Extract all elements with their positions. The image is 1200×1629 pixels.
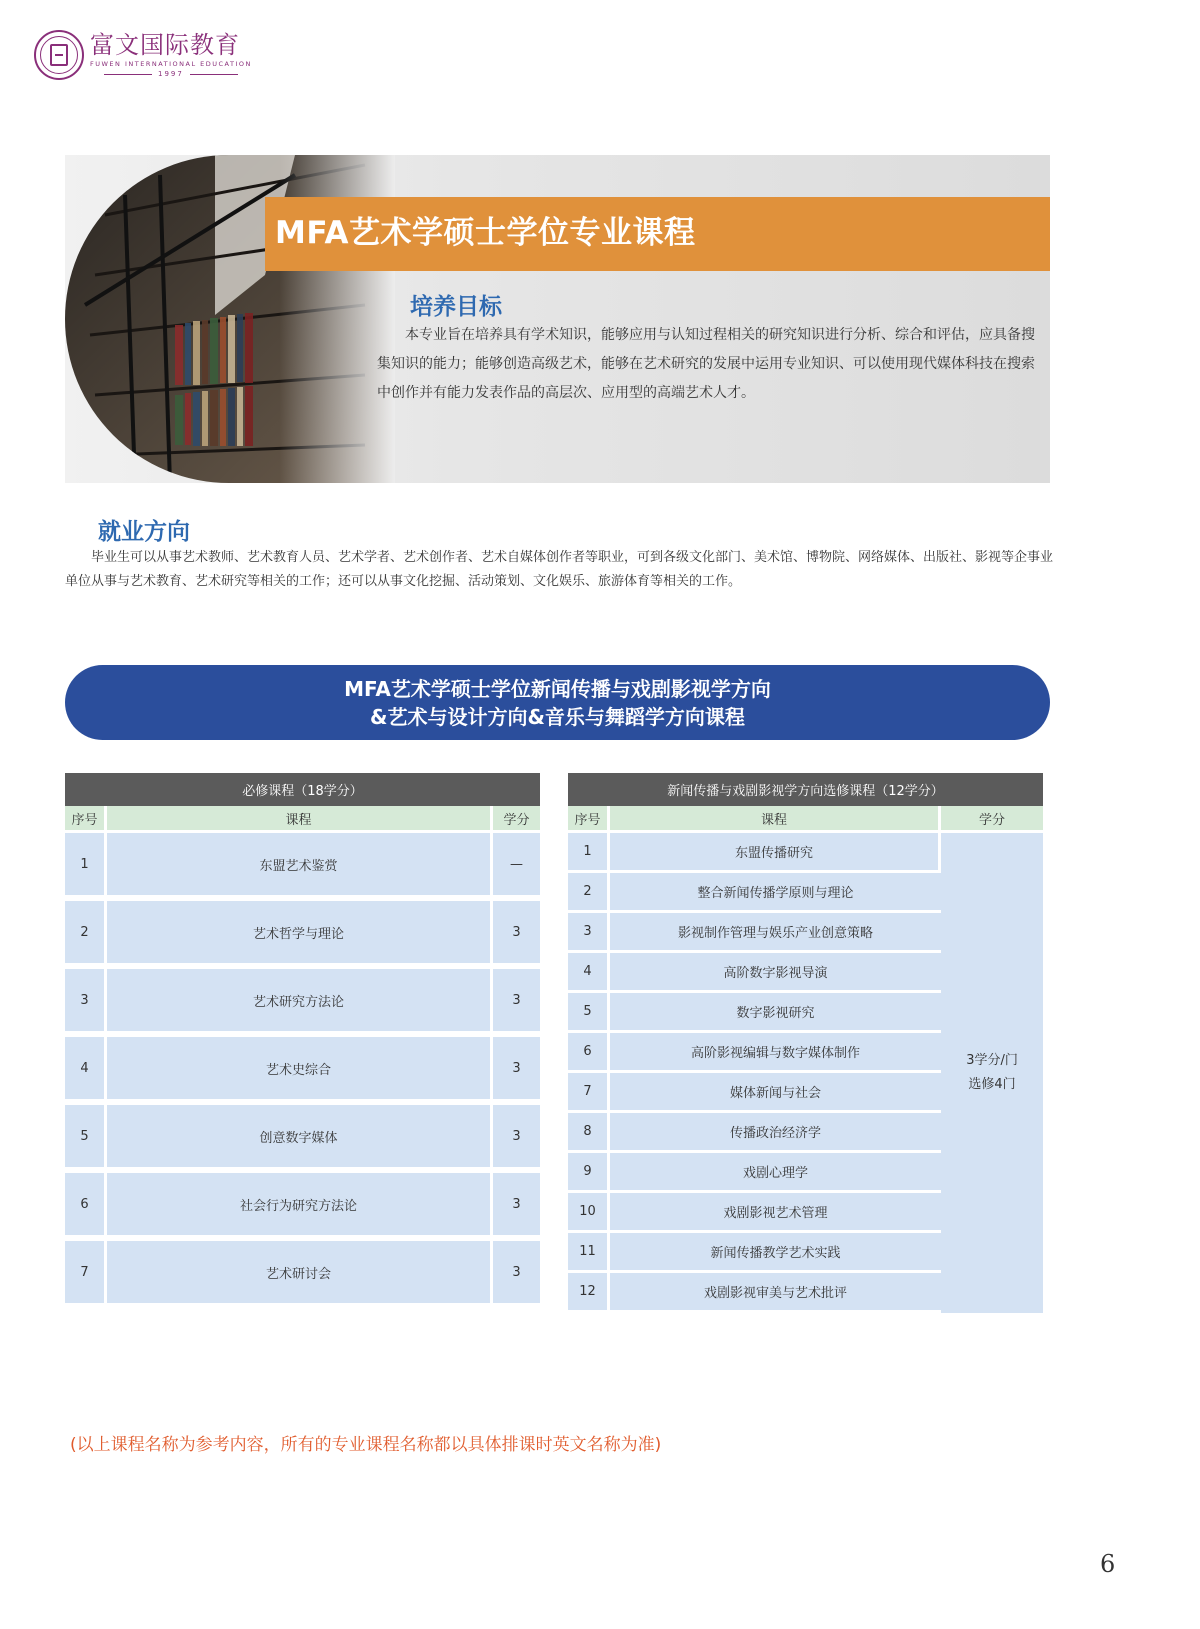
table-row (65, 1105, 540, 1173)
cell-course: 传播政治经济学 (610, 1113, 941, 1153)
goal-heading: 培养目标 (410, 294, 502, 320)
cell-no: 11 (568, 1233, 610, 1273)
course-banner (65, 665, 1050, 740)
brand-name-en: FUWEN INTERNATIONAL EDUCATION (90, 60, 252, 68)
credit-note-line2: 选修4门 (968, 1077, 1016, 1092)
cell-course: 艺术哲学与理论 (107, 901, 493, 969)
cell-credit: — (493, 833, 540, 901)
cell-no: 1 (568, 833, 610, 873)
hero-banner (65, 155, 1050, 483)
brand-logo (34, 30, 252, 80)
column-header-no: 序号 (65, 806, 107, 833)
course-banner-line2: &艺术与设计方向&音乐与舞蹈学方向课程 (370, 704, 745, 729)
table-row (65, 1241, 540, 1309)
cell-course: 戏剧影视艺术管理 (610, 1193, 941, 1233)
cell-course: 高阶影视编辑与数字媒体制作 (610, 1033, 941, 1073)
column-header-course: 课程 (610, 806, 941, 833)
cell-no: 5 (568, 993, 610, 1033)
table-row (568, 833, 1043, 873)
required-courses-table (65, 773, 540, 1309)
cell-course: 东盟传播研究 (610, 833, 941, 873)
cell-no: 4 (568, 953, 610, 993)
cell-no: 7 (65, 1241, 107, 1309)
cell-course: 东盟艺术鉴赏 (107, 833, 493, 901)
cell-no: 4 (65, 1037, 107, 1105)
cell-no: 6 (568, 1033, 610, 1073)
cell-course: 数字影视研究 (610, 993, 941, 1033)
cell-credit: 3 (493, 1037, 540, 1105)
employment-heading: 就业方向 (98, 519, 190, 545)
cell-no: 2 (568, 873, 610, 913)
column-header-no: 序号 (568, 806, 610, 833)
cell-course: 影视制作管理与娱乐产业创意策略 (610, 913, 941, 953)
column-header-credit: 学分 (941, 806, 1043, 833)
cell-course: 艺术研究方法论 (107, 969, 493, 1037)
footnote: (以上课程名称为参考内容，所有的专业课程名称都以具体排课时英文名称为准) (70, 1435, 662, 1455)
cell-credit: 3 (493, 901, 540, 969)
cell-course: 戏剧心理学 (610, 1153, 941, 1193)
table-row (65, 1037, 540, 1105)
cell-credit: 3 (493, 1241, 540, 1309)
cell-course: 高阶数字影视导演 (610, 953, 941, 993)
cell-no: 7 (568, 1073, 610, 1113)
cell-no: 6 (65, 1173, 107, 1241)
cell-no: 1 (65, 833, 107, 901)
cell-course: 整合新闻传播学原则与理论 (610, 873, 941, 913)
brand-name-cn: 富文国际教育 (90, 31, 240, 59)
credit-note-line1: 3学分/门 (966, 1053, 1018, 1068)
brand-seal-icon (34, 30, 84, 80)
elective-courses-table (568, 773, 1043, 1313)
page-number: 6 (1100, 1550, 1116, 1578)
cell-course: 媒体新闻与社会 (610, 1073, 941, 1113)
brand-year: 1997 (90, 69, 252, 79)
cell-no: 3 (568, 913, 610, 953)
elective-credit-note (941, 833, 1043, 1313)
cell-credit: 3 (493, 1105, 540, 1173)
cell-no: 8 (568, 1113, 610, 1153)
column-header-credit: 学分 (493, 806, 540, 833)
cell-no: 10 (568, 1193, 610, 1233)
cell-course: 艺术史综合 (107, 1037, 493, 1105)
goal-text: 本专业旨在培养具有学术知识，能够应用与认知过程相关的研究知识进行分析、综合和评估，应具备搜集知识的能力；能够创造高级艺术，能够在艺术研究的发展中运用专业知识、可以使用现代媒体科技在搜索中创作并有能力发表作品的高层次、应用型的高端艺术人才。 (377, 327, 1035, 401)
cell-no: 3 (65, 969, 107, 1037)
cell-no: 12 (568, 1273, 610, 1313)
required-table-title: 必修课程（18学分） (65, 773, 540, 806)
cell-course: 社会行为研究方法论 (107, 1173, 493, 1241)
cell-course: 创意数字媒体 (107, 1105, 493, 1173)
table-row (65, 1173, 540, 1241)
course-banner-line1: MFA艺术学硕士学位新闻传播与戏剧影视学方向 (344, 676, 771, 701)
cell-credit: 3 (493, 1173, 540, 1241)
cell-no: 9 (568, 1153, 610, 1193)
table-row (65, 833, 540, 901)
table-row (65, 969, 540, 1037)
table-row (65, 901, 540, 969)
page-title: MFA艺术学硕士学位专业课程 (275, 215, 696, 251)
cell-no: 5 (65, 1105, 107, 1173)
column-header-course: 课程 (107, 806, 493, 833)
elective-table-title: 新闻传播与戏剧影视学方向选修课程（12学分） (568, 773, 1043, 806)
cell-credit: 3 (493, 969, 540, 1037)
cell-course: 戏剧影视审美与艺术批评 (610, 1273, 941, 1313)
cell-course: 新闻传播教学艺术实践 (610, 1233, 941, 1273)
employment-text: 毕业生可以从事艺术教师、艺术教育人员、艺术学者、艺术创作者、艺术自媒体创作者等职业，可到各级文化部门、美术馆、博物院、网络媒体、出版社、影视等企事业单位从事与艺术教育、艺术研究等相关的工作；还可以从事文化挖掘、活动策划、文化娱乐、旅游体育等相关的工作。 (65, 550, 1054, 589)
cell-no: 2 (65, 901, 107, 969)
cell-course: 艺术研讨会 (107, 1241, 493, 1309)
